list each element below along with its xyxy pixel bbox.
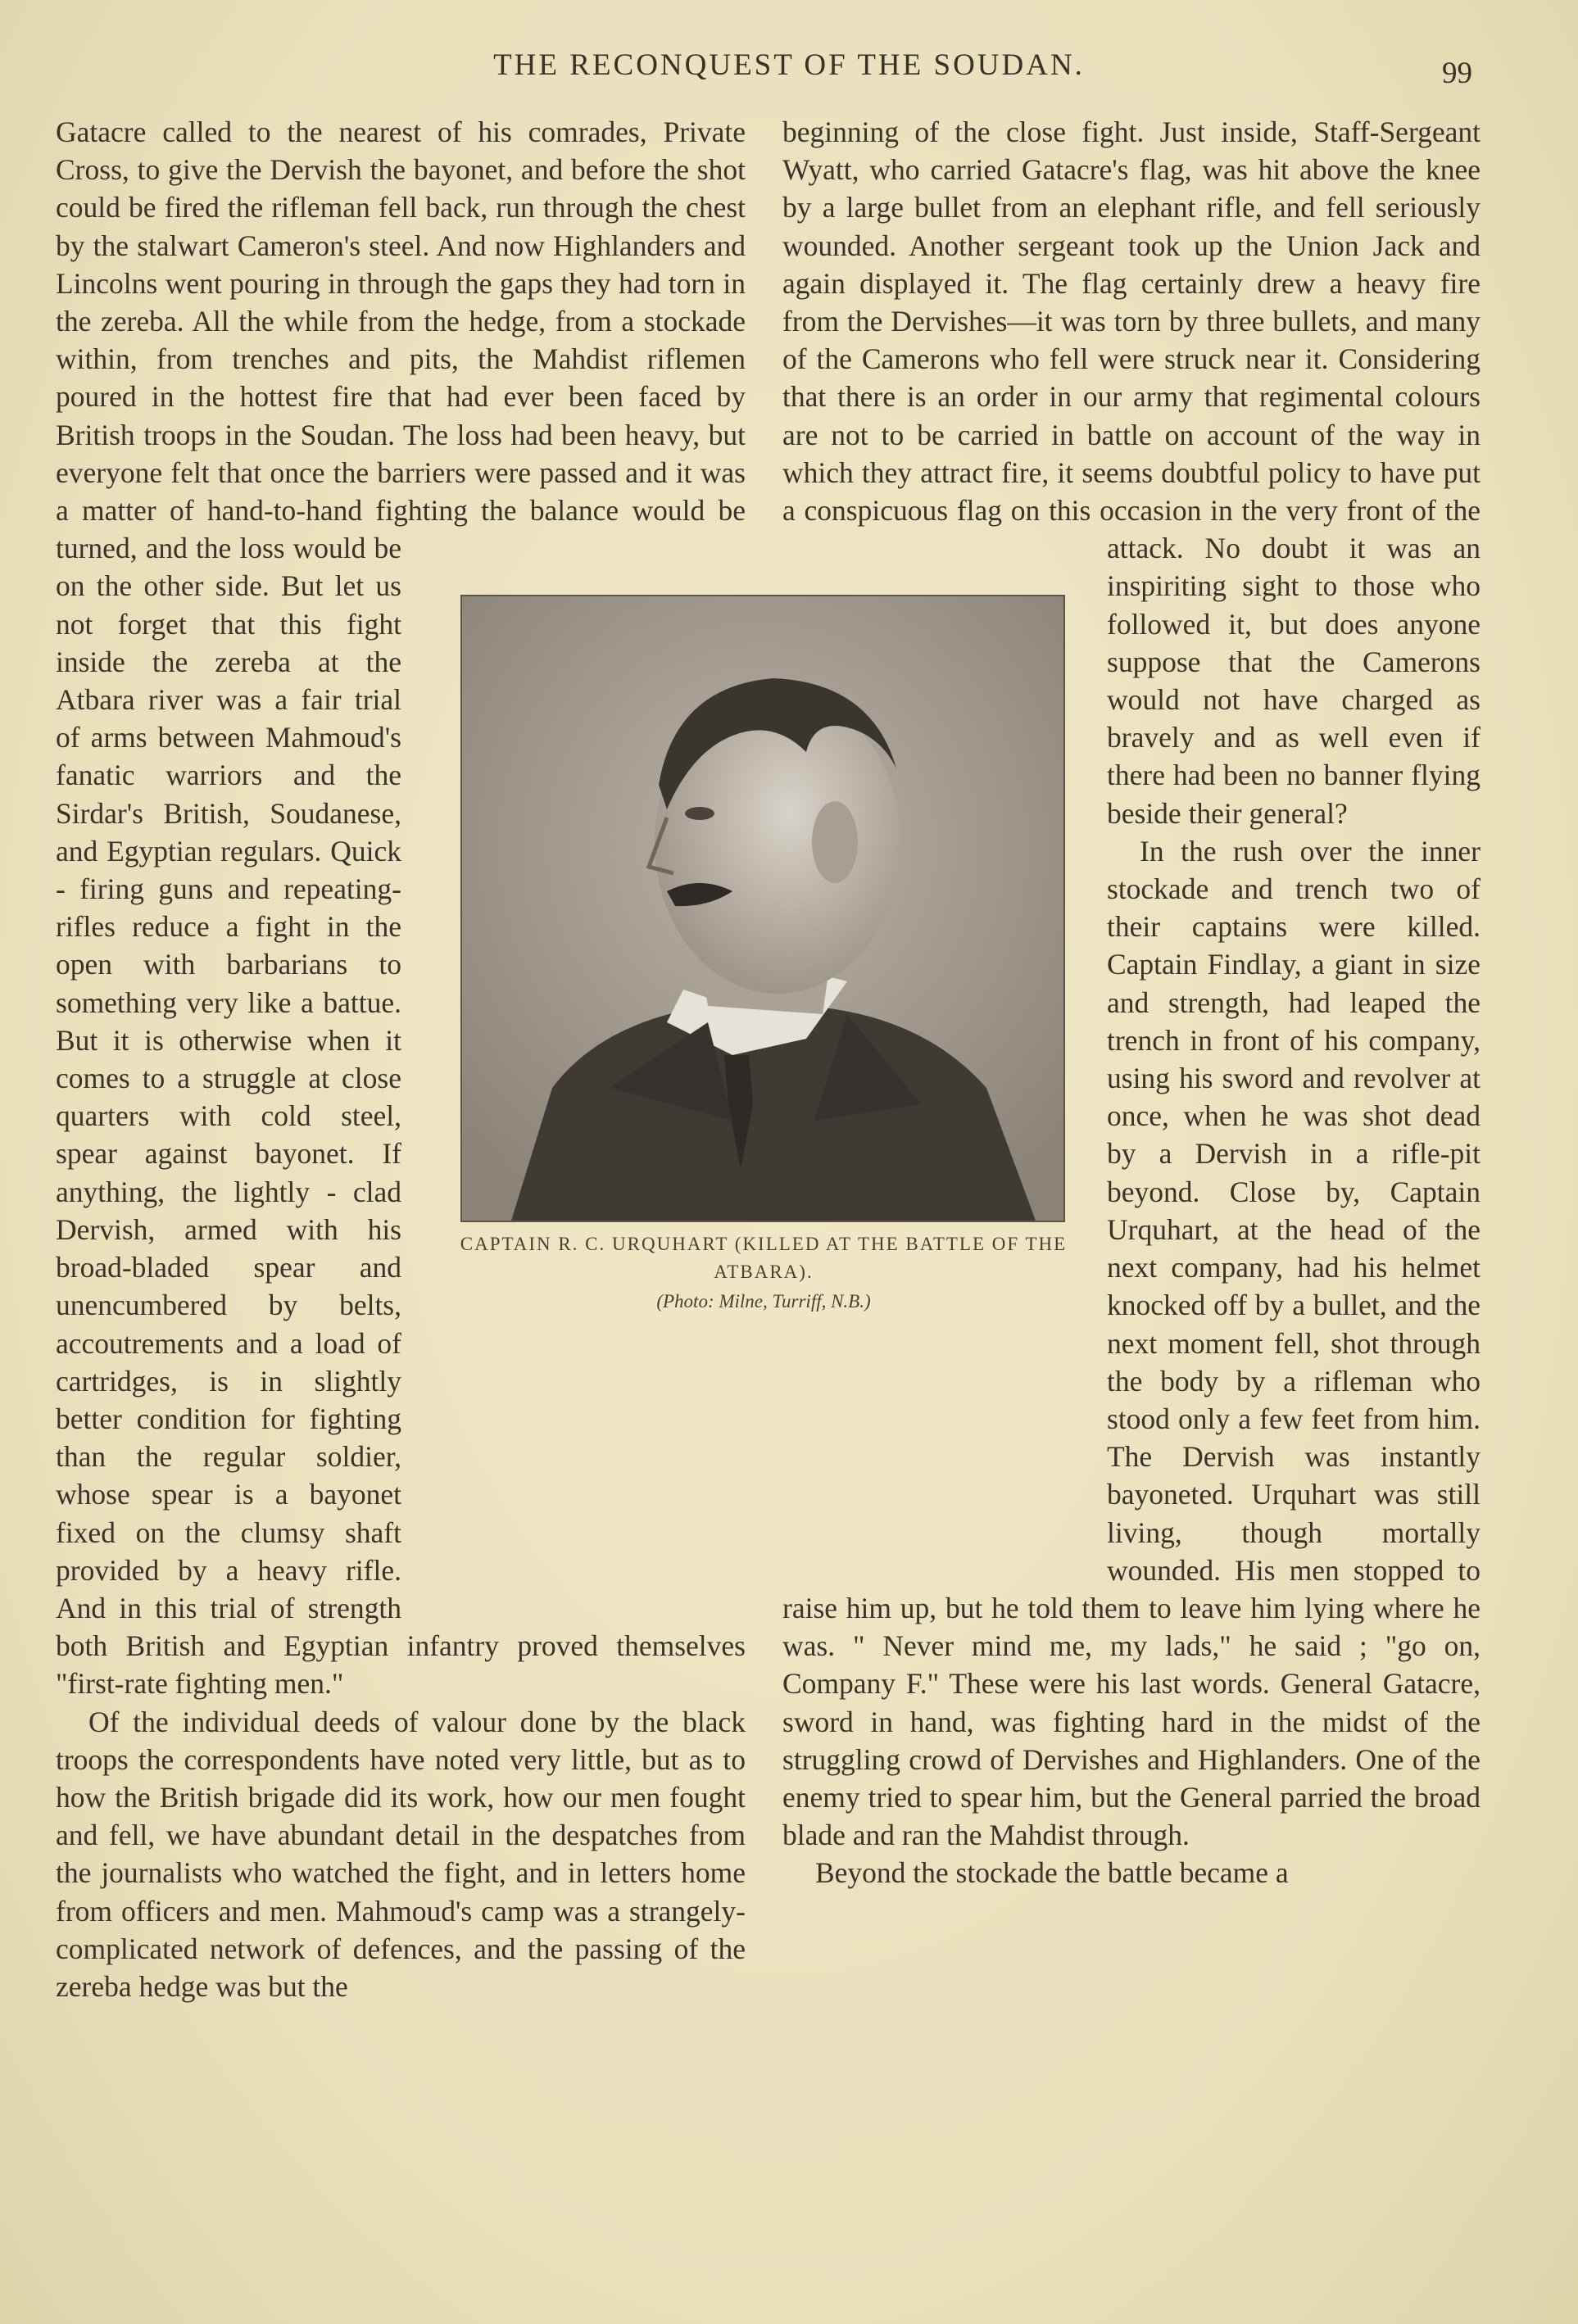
- page-header-title: THE RECONQUEST OF THE SOUDAN.: [493, 48, 1085, 82]
- page-number: 99: [1442, 57, 1472, 90]
- left-paragraph-1: Gatacre called to the nearest of his comrades, Private Cross, to give the Dervish the bayonet, and before the shot could be fired the rifleman fell back, run through the chest by the stalwart Cameron's steel. And now Highlanders and Lincolns went pouring in through the gaps they had torn in the zereba. All the while from the hedge, from a stockade within, from trenches and pits, the Mahdist riflemen poured in the hottest fire that had ever been faced by British troops in the Soudan. The loss had been heavy, but everyone felt that once the barriers were passed and it was a matter of hand-to-hand fighting the balance would be turned, and the loss would be on the other side. But let us not forget that this fight inside the zereba at the Atbara river was a fair trial of arms between Mahmoud's fanatic warriors and the Sirdar's British, Soudanese, and Egyptian regulars. Quick - firing guns and repeating-rifles reduce a fight in the open with barbarians to something very like a battue. But it is otherwise when it comes to a struggle at close quarters with cold steel, spear against bayonet. If anything, the lightly - clad Dervish, armed with his broad-bladed spear and unencumbered by belts, accoutrements and a load of cartridges, is in slightly better condition for fighting than the regular soldier, whose spear is a bayonet fixed on the clumsy shaft provided by a heavy rifle. And in this trial of strength both British and Egyptian infantry proved themselves "first-rate fighting men.": [56, 116, 746, 1701]
- portrait-photo: [460, 595, 1065, 1222]
- figure-photo-credit: (Photo: Milne, Turriff, N.B.): [656, 1291, 871, 1311]
- right-paragraph-2: In the rush over the inner stockade and trench two of their captains were killed. Captain Findlay, a giant in size and strength, had leaped the trench in front of his company, using his sword and revolver at once, when he was shot dead by a Dervish in a rifle-pit beyond. Close by, Captain Urquhart, at the head of the next company, had his helmet knocked off by a bullet, and the next moment fell, shot through the body by a rifleman who stood only a few feet from him. The Dervish was instantly bayoneted. Urquhart was still living, though mortally wounded. His men stopped to raise him up, but he told them to leave him lying where he was. " Never mind me, my lads," he said ; "go on, Company F." These were his last words. General Gatacre, sword in hand, was fighting hard in the midst of the struggling crowd of Dervishes and Highlanders. One of the enemy tried to spear him, but the General parried the broad blade and ran the Mahdist through.: [782, 834, 1481, 1852]
- portrait-image: [462, 596, 1063, 1221]
- figure-caption: CAPTAIN R. C. URQUHART (KILLED AT THE BATTLE OF THE ATBARA).: [460, 1234, 1068, 1282]
- right-paragraph-1: beginning of the close fight. Just inside, Staff-Sergeant Wyatt, who carried Gatacre's flag, was hit above the knee by a large bullet from an elephant rifle, and fell seriously wounded. Another sergeant took up the Union Jack and again displayed it. The flag certainly drew a heavy fire from the Dervishes—it was torn by three bullets, and many of the Camerons who fell were struck near it. Considering that there is an order in our army that regimental colours are not to be carried in battle on account of the way in which they attract fire, it seems doubtful policy to have put a conspicuous flag on this occasion in the very front of the attack. No doubt it was an inspiriting sight to those who followed it, but does anyone suppose that the Camerons would not have charged as bravely and as well even if there had been no banner flying beside their general?: [782, 116, 1481, 830]
- portrait-figure: [452, 583, 1068, 1450]
- left-paragraph-2: Of the individual deeds of valour done by the black troops the correspondents have noted very little, but as to how the British brigade did its work, how our men fought and fell, we have abundant detail in the despatches from the journalists who watched the fight, and in letters home from officers and men. Mahmoud's camp was a strangely-complicated network of defences, and the passing of the zereba hedge was but the: [56, 1705, 746, 2003]
- right-paragraph-3: Beyond the stockade the battle became a: [815, 1856, 1289, 1890]
